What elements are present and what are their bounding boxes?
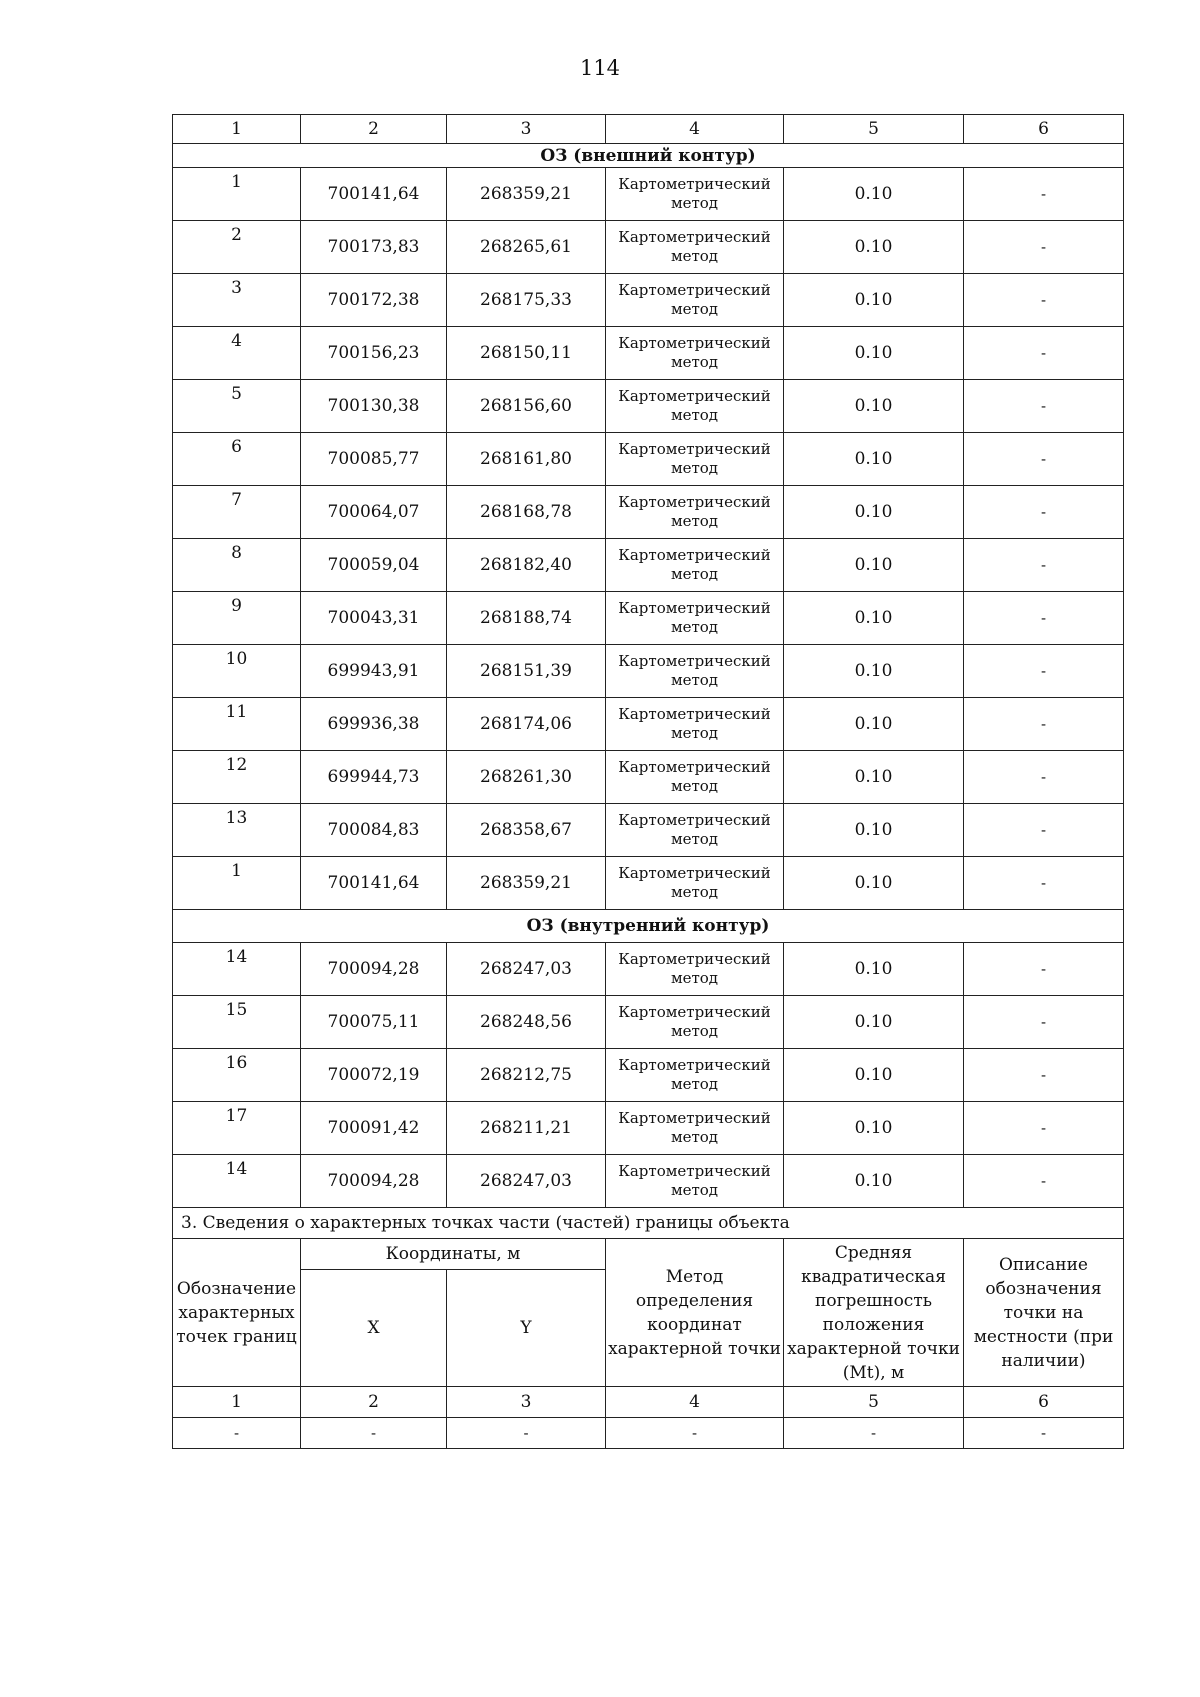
table-row	[173, 274, 1124, 327]
coord-y: 268265,61	[447, 221, 606, 274]
header-y: Y	[447, 1270, 606, 1387]
method-cell: Картометрический метод	[606, 804, 784, 857]
table-row	[173, 327, 1124, 380]
coord-x: 700084,83	[301, 804, 447, 857]
table-row	[173, 751, 1124, 804]
mean-error-cell: 0.10	[784, 996, 964, 1049]
section3-title: 3. Сведения о характерных точках части (частей) границы объекта	[173, 1208, 1124, 1239]
point-number: 1	[173, 168, 301, 221]
section-header-row	[173, 910, 1124, 943]
section3-column-number-row	[173, 1387, 1124, 1418]
table-row	[173, 1049, 1124, 1102]
column-number: 2	[301, 115, 447, 144]
column-number: 5	[784, 1387, 964, 1418]
coord-y: 268161,80	[447, 433, 606, 486]
method-cell: Картометрический метод	[606, 751, 784, 804]
column-number: 1	[173, 1387, 301, 1418]
coord-x: 700072,19	[301, 1049, 447, 1102]
point-number: 7	[173, 486, 301, 539]
table-row	[173, 645, 1124, 698]
mean-error-cell: 0.10	[784, 592, 964, 645]
method-cell: Картометрический метод	[606, 1049, 784, 1102]
method-cell: Картометрический метод	[606, 1102, 784, 1155]
point-number: 10	[173, 645, 301, 698]
mean-error-cell: 0.10	[784, 645, 964, 698]
mean-error-cell: 0.10	[784, 943, 964, 996]
table-row	[173, 1155, 1124, 1208]
point-number: 6	[173, 433, 301, 486]
coord-x: 700130,38	[301, 380, 447, 433]
method-cell: Картометрический метод	[606, 1155, 784, 1208]
column-number: 3	[447, 115, 606, 144]
method-cell: Картометрический метод	[606, 592, 784, 645]
method-cell: Картометрический метод	[606, 539, 784, 592]
mean-error-cell: 0.10	[784, 1155, 964, 1208]
table-row	[173, 221, 1124, 274]
column-number: 6	[964, 1387, 1124, 1418]
mean-error-cell: 0.10	[784, 1102, 964, 1155]
method-cell: Картометрический метод	[606, 486, 784, 539]
description-cell: -	[964, 327, 1124, 380]
empty-cell: -	[784, 1418, 964, 1449]
coord-y: 268359,21	[447, 857, 606, 910]
description-cell: -	[964, 804, 1124, 857]
point-number: 8	[173, 539, 301, 592]
coord-y: 268168,78	[447, 486, 606, 539]
mean-error-cell: 0.10	[784, 1049, 964, 1102]
inner-contour-rows	[173, 943, 1124, 1208]
coord-x: 699943,91	[301, 645, 447, 698]
point-number: 12	[173, 751, 301, 804]
column-number: 4	[606, 1387, 784, 1418]
table-row	[173, 168, 1124, 221]
description-cell: -	[964, 274, 1124, 327]
point-number: 11	[173, 698, 301, 751]
table-row	[173, 698, 1124, 751]
coord-x: 700094,28	[301, 1155, 447, 1208]
coord-y: 268156,60	[447, 380, 606, 433]
section3-title-row	[173, 1208, 1124, 1239]
point-number: 17	[173, 1102, 301, 1155]
point-number: 13	[173, 804, 301, 857]
table-row	[173, 804, 1124, 857]
description-cell: -	[964, 433, 1124, 486]
empty-cell: -	[173, 1418, 301, 1449]
point-number: 9	[173, 592, 301, 645]
description-cell: -	[964, 1155, 1124, 1208]
method-cell: Картометрический метод	[606, 645, 784, 698]
description-cell: -	[964, 645, 1124, 698]
mean-error-cell: 0.10	[784, 168, 964, 221]
mean-error-cell: 0.10	[784, 380, 964, 433]
table-row	[173, 592, 1124, 645]
description-cell: -	[964, 486, 1124, 539]
column-number: 1	[173, 115, 301, 144]
coord-y: 268247,03	[447, 943, 606, 996]
method-cell: Картометрический метод	[606, 274, 784, 327]
coord-y: 268182,40	[447, 539, 606, 592]
mean-error-cell: 0.10	[784, 539, 964, 592]
description-cell: -	[964, 1102, 1124, 1155]
point-number: 3	[173, 274, 301, 327]
column-number: 3	[447, 1387, 606, 1418]
method-cell: Картометрический метод	[606, 857, 784, 910]
mean-error-cell: 0.10	[784, 486, 964, 539]
mean-error-cell: 0.10	[784, 804, 964, 857]
column-number: 6	[964, 115, 1124, 144]
section3-header-row	[173, 1239, 1124, 1270]
empty-cell: -	[301, 1418, 447, 1449]
mean-error-cell: 0.10	[784, 274, 964, 327]
table-row	[173, 943, 1124, 996]
coord-x: 700075,11	[301, 996, 447, 1049]
method-cell: Картометрический метод	[606, 996, 784, 1049]
header-method: Метод определения координат характерной точки	[606, 1239, 784, 1387]
description-cell: -	[964, 751, 1124, 804]
page-number: 114	[579, 56, 621, 80]
empty-cell: -	[964, 1418, 1124, 1449]
point-number: 2	[173, 221, 301, 274]
coord-y: 268151,39	[447, 645, 606, 698]
method-cell: Картометрический метод	[606, 943, 784, 996]
point-number: 1	[173, 857, 301, 910]
coord-y: 268212,75	[447, 1049, 606, 1102]
coord-y: 268150,11	[447, 327, 606, 380]
table-row	[173, 380, 1124, 433]
table-row	[173, 996, 1124, 1049]
header-description: Описание обозначения точки на местности (при наличии)	[964, 1239, 1124, 1387]
coord-x: 700172,38	[301, 274, 447, 327]
table-row	[173, 539, 1124, 592]
coord-y: 268174,06	[447, 698, 606, 751]
method-cell: Картометрический метод	[606, 698, 784, 751]
header-mean-error: Средняя квадратическая погрешность положения характерной точки (Mt), м	[784, 1239, 964, 1387]
mean-error-cell: 0.10	[784, 327, 964, 380]
coord-x: 700064,07	[301, 486, 447, 539]
column-number: 5	[784, 115, 964, 144]
coord-x: 700094,28	[301, 943, 447, 996]
point-number: 5	[173, 380, 301, 433]
coord-y: 268247,03	[447, 1155, 606, 1208]
description-cell: -	[964, 698, 1124, 751]
method-cell: Картометрический метод	[606, 433, 784, 486]
coord-x: 700091,42	[301, 1102, 447, 1155]
coord-x: 700043,31	[301, 592, 447, 645]
point-number: 14	[173, 1155, 301, 1208]
table-row	[173, 486, 1124, 539]
description-cell: -	[964, 1049, 1124, 1102]
table-row	[173, 1102, 1124, 1155]
method-cell: Картометрический метод	[606, 221, 784, 274]
section-outer-title: ОЗ (внешний контур)	[173, 144, 1124, 168]
column-number: 4	[606, 115, 784, 144]
mean-error-cell: 0.10	[784, 857, 964, 910]
point-number: 15	[173, 996, 301, 1049]
empty-cell: -	[447, 1418, 606, 1449]
column-number-row	[173, 115, 1124, 144]
method-cell: Картометрический метод	[606, 168, 784, 221]
coord-y: 268358,67	[447, 804, 606, 857]
section3-empty-row	[173, 1418, 1124, 1449]
description-cell: -	[964, 996, 1124, 1049]
method-cell: Картометрический метод	[606, 327, 784, 380]
coord-x: 700141,64	[301, 168, 447, 221]
point-number: 14	[173, 943, 301, 996]
mean-error-cell: 0.10	[784, 221, 964, 274]
coord-y: 268261,30	[447, 751, 606, 804]
coord-x: 700085,77	[301, 433, 447, 486]
coord-y: 268175,33	[447, 274, 606, 327]
mean-error-cell: 0.10	[784, 433, 964, 486]
outer-contour-rows	[173, 168, 1124, 910]
coord-x: 700059,04	[301, 539, 447, 592]
coord-y: 268211,21	[447, 1102, 606, 1155]
coord-y: 268248,56	[447, 996, 606, 1049]
header-coordinates: Координаты, м	[301, 1239, 606, 1270]
header-point-designation: Обозначение характерных точек границ	[173, 1239, 301, 1387]
description-cell: -	[964, 943, 1124, 996]
coord-y: 268188,74	[447, 592, 606, 645]
mean-error-cell: 0.10	[784, 751, 964, 804]
coord-x: 699936,38	[301, 698, 447, 751]
point-number: 16	[173, 1049, 301, 1102]
section-inner-title: ОЗ (внутренний контур)	[173, 910, 1124, 943]
coord-y: 268359,21	[447, 168, 606, 221]
description-cell: -	[964, 168, 1124, 221]
description-cell: -	[964, 539, 1124, 592]
header-x: X	[301, 1270, 447, 1387]
mean-error-cell: 0.10	[784, 698, 964, 751]
column-number: 2	[301, 1387, 447, 1418]
method-cell: Картометрический метод	[606, 380, 784, 433]
table-row	[173, 433, 1124, 486]
coord-x: 700141,64	[301, 857, 447, 910]
description-cell: -	[964, 592, 1124, 645]
table-row	[173, 857, 1124, 910]
boundary-points-table	[172, 114, 1124, 1449]
description-cell: -	[964, 857, 1124, 910]
coord-x: 700156,23	[301, 327, 447, 380]
empty-cell: -	[606, 1418, 784, 1449]
description-cell: -	[964, 380, 1124, 433]
section-header-row	[173, 144, 1124, 168]
description-cell: -	[964, 221, 1124, 274]
coord-x: 700173,83	[301, 221, 447, 274]
point-number: 4	[173, 327, 301, 380]
coord-x: 699944,73	[301, 751, 447, 804]
